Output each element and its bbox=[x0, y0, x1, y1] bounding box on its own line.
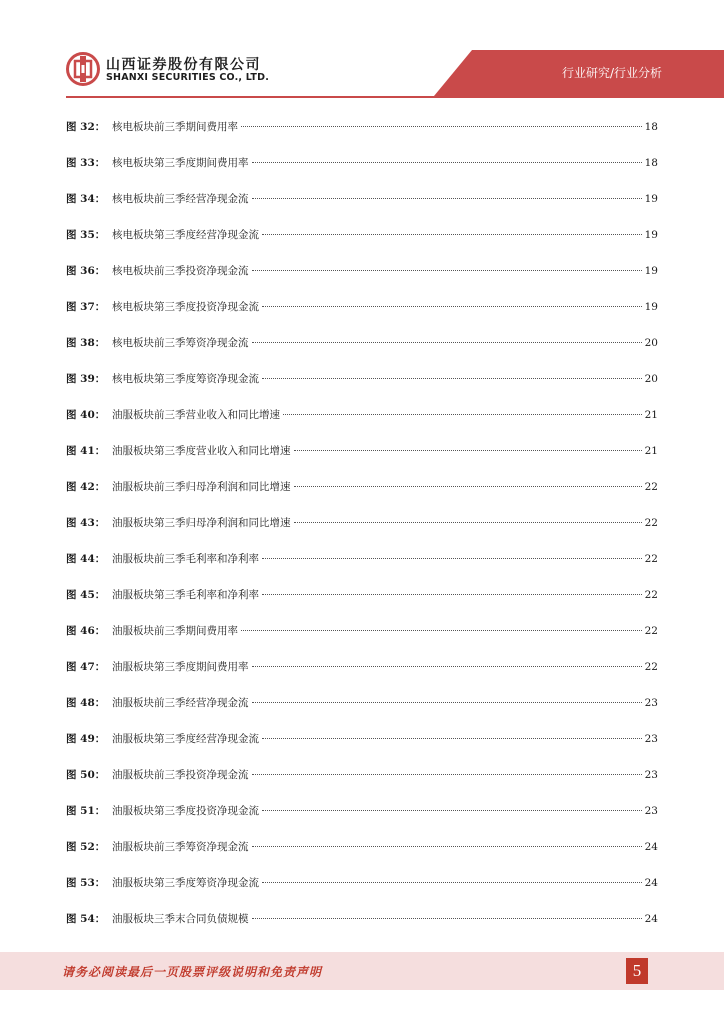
toc-entry[interactable] bbox=[66, 118, 658, 154]
figure-title: 核电板块前三季经营净现金流 bbox=[112, 193, 249, 205]
figure-title: 油服板块三季末合同负债规模 bbox=[112, 913, 249, 925]
leader-dots bbox=[262, 810, 642, 811]
toc-entry[interactable] bbox=[66, 766, 658, 802]
report-category: 行业研究/行业分析 bbox=[561, 66, 662, 80]
page-footer bbox=[0, 952, 724, 990]
toc-entry[interactable] bbox=[66, 910, 658, 946]
figure-number: 图 42： bbox=[66, 481, 106, 493]
page-ref: 24 bbox=[644, 877, 658, 889]
toc-entry[interactable] bbox=[66, 838, 658, 874]
figure-number: 图 43： bbox=[66, 517, 106, 529]
figure-title: 油服板块第三季归母净利润和同比增速 bbox=[112, 517, 291, 529]
page-ref: 18 bbox=[644, 157, 658, 169]
figure-number: 图 44： bbox=[66, 553, 106, 565]
page-ref: 22 bbox=[644, 517, 658, 529]
figure-number: 图 47： bbox=[66, 661, 106, 673]
leader-dots bbox=[262, 234, 642, 235]
company-name-en: SHANXI SECURITIES CO., LTD. bbox=[106, 72, 270, 83]
page-ref: 23 bbox=[644, 733, 658, 745]
figure-number: 图 36： bbox=[66, 265, 106, 277]
figure-number: 图 41： bbox=[66, 445, 106, 457]
leader-dots bbox=[252, 774, 642, 775]
leader-dots bbox=[262, 882, 642, 883]
leader-dots bbox=[252, 198, 642, 199]
leader-dots bbox=[262, 738, 642, 739]
leader-dots bbox=[262, 594, 642, 595]
figure-number: 图 35： bbox=[66, 229, 106, 241]
toc-entry[interactable] bbox=[66, 622, 658, 658]
figure-title: 核电板块第三季度筹资净现金流 bbox=[112, 373, 259, 385]
toc-entry[interactable] bbox=[66, 406, 658, 442]
figure-title: 油服板块前三季毛利率和净利率 bbox=[112, 553, 259, 565]
figure-title: 油服板块前三季期间费用率 bbox=[112, 625, 238, 637]
figure-title: 油服板块前三季投资净现金流 bbox=[112, 769, 249, 781]
page-ref: 22 bbox=[644, 553, 658, 565]
figure-title: 油服板块第三季毛利率和净利率 bbox=[112, 589, 259, 601]
toc-entry[interactable] bbox=[66, 874, 658, 910]
figure-number: 图 50： bbox=[66, 769, 106, 781]
figure-title: 核电板块第三季度投资净现金流 bbox=[112, 301, 259, 313]
leader-dots bbox=[252, 666, 642, 667]
figure-title: 油服板块前三季归母净利润和同比增速 bbox=[112, 481, 291, 493]
figure-title: 油服板块第三季度经营净现金流 bbox=[112, 733, 259, 745]
figure-title: 油服板块前三季营业收入和同比增速 bbox=[112, 409, 280, 421]
toc-entry[interactable] bbox=[66, 694, 658, 730]
toc-entry[interactable] bbox=[66, 334, 658, 370]
figure-title: 油服板块第三季度投资净现金流 bbox=[112, 805, 259, 817]
toc-entry[interactable] bbox=[66, 154, 658, 190]
page-ref: 23 bbox=[644, 805, 658, 817]
page-header bbox=[0, 0, 724, 105]
leader-dots bbox=[294, 522, 642, 523]
leader-dots bbox=[241, 126, 642, 127]
figure-number: 图 45： bbox=[66, 589, 106, 601]
page-ref: 24 bbox=[644, 913, 658, 925]
toc-entry[interactable] bbox=[66, 190, 658, 226]
page-ref: 19 bbox=[644, 229, 658, 241]
company-name-cn: 山西证券股份有限公司 bbox=[106, 57, 261, 73]
company-logo-icon bbox=[66, 52, 100, 86]
toc-entry[interactable] bbox=[66, 226, 658, 262]
page-ref: 21 bbox=[644, 445, 658, 457]
page-ref: 18 bbox=[644, 121, 658, 133]
leader-dots bbox=[262, 306, 642, 307]
page-number: 5 bbox=[626, 958, 648, 984]
page-ref: 24 bbox=[644, 841, 658, 853]
figure-number: 图 54： bbox=[66, 913, 106, 925]
toc-entry[interactable] bbox=[66, 442, 658, 478]
toc-entry[interactable] bbox=[66, 730, 658, 766]
figure-title: 核电板块第三季度经营净现金流 bbox=[112, 229, 259, 241]
leader-dots bbox=[283, 414, 642, 415]
leader-dots bbox=[252, 846, 642, 847]
leader-dots bbox=[294, 486, 642, 487]
figure-title: 核电板块前三季投资净现金流 bbox=[112, 265, 249, 277]
figure-title: 核电板块前三季筹资净现金流 bbox=[112, 337, 249, 349]
leader-dots bbox=[252, 270, 642, 271]
page-ref: 23 bbox=[644, 769, 658, 781]
figure-title: 油服板块第三季度期间费用率 bbox=[112, 661, 249, 673]
leader-dots bbox=[262, 558, 642, 559]
toc-entry[interactable] bbox=[66, 478, 658, 514]
figure-number: 图 33： bbox=[66, 157, 106, 169]
figure-number: 图 32： bbox=[66, 121, 106, 133]
page-ref: 20 bbox=[644, 337, 658, 349]
toc-entry[interactable] bbox=[66, 370, 658, 406]
toc-entry[interactable] bbox=[66, 298, 658, 334]
toc-entry[interactable] bbox=[66, 514, 658, 550]
page-ref: 21 bbox=[644, 409, 658, 421]
figure-number: 图 52： bbox=[66, 841, 106, 853]
figure-number: 图 53： bbox=[66, 877, 106, 889]
toc-entry[interactable] bbox=[66, 658, 658, 694]
figure-number: 图 34： bbox=[66, 193, 106, 205]
page-ref: 19 bbox=[644, 265, 658, 277]
toc-entry[interactable] bbox=[66, 802, 658, 838]
page-ref: 19 bbox=[644, 193, 658, 205]
leader-dots bbox=[252, 918, 642, 919]
page-ref: 22 bbox=[644, 589, 658, 601]
leader-dots bbox=[252, 162, 642, 163]
figure-number: 图 39： bbox=[66, 373, 106, 385]
disclaimer-notice: 请务必阅读最后一页股票评级说明和免责声明 bbox=[62, 965, 323, 979]
leader-dots bbox=[262, 378, 642, 379]
figure-title: 核电板块第三季度期间费用率 bbox=[112, 157, 249, 169]
page-ref: 22 bbox=[644, 625, 658, 637]
page-ref: 22 bbox=[644, 481, 658, 493]
figure-number: 图 38： bbox=[66, 337, 106, 349]
figure-number: 图 51： bbox=[66, 805, 106, 817]
figure-title: 油服板块前三季经营净现金流 bbox=[112, 697, 249, 709]
leader-dots bbox=[252, 342, 642, 343]
page-ref: 19 bbox=[644, 301, 658, 313]
leader-dots bbox=[241, 630, 642, 631]
toc-entry[interactable] bbox=[66, 586, 658, 622]
figure-number: 图 40： bbox=[66, 409, 106, 421]
figure-number: 图 48： bbox=[66, 697, 106, 709]
figure-number: 图 37： bbox=[66, 301, 106, 313]
figure-number: 图 49： bbox=[66, 733, 106, 745]
figure-title: 油服板块第三季度营业收入和同比增速 bbox=[112, 445, 291, 457]
page-ref: 23 bbox=[644, 697, 658, 709]
page-ref: 20 bbox=[644, 373, 658, 385]
figure-title: 油服板块第三季度筹资净现金流 bbox=[112, 877, 259, 889]
page-ref: 22 bbox=[644, 661, 658, 673]
header-divider bbox=[66, 96, 724, 98]
toc-entry[interactable] bbox=[66, 550, 658, 586]
leader-dots bbox=[252, 702, 642, 703]
toc-entry[interactable] bbox=[66, 262, 658, 298]
figure-title: 核电板块前三季期间费用率 bbox=[112, 121, 238, 133]
figure-number: 图 46： bbox=[66, 625, 106, 637]
figure-list bbox=[66, 118, 658, 946]
leader-dots bbox=[294, 450, 642, 451]
figure-title: 油服板块前三季筹资净现金流 bbox=[112, 841, 249, 853]
